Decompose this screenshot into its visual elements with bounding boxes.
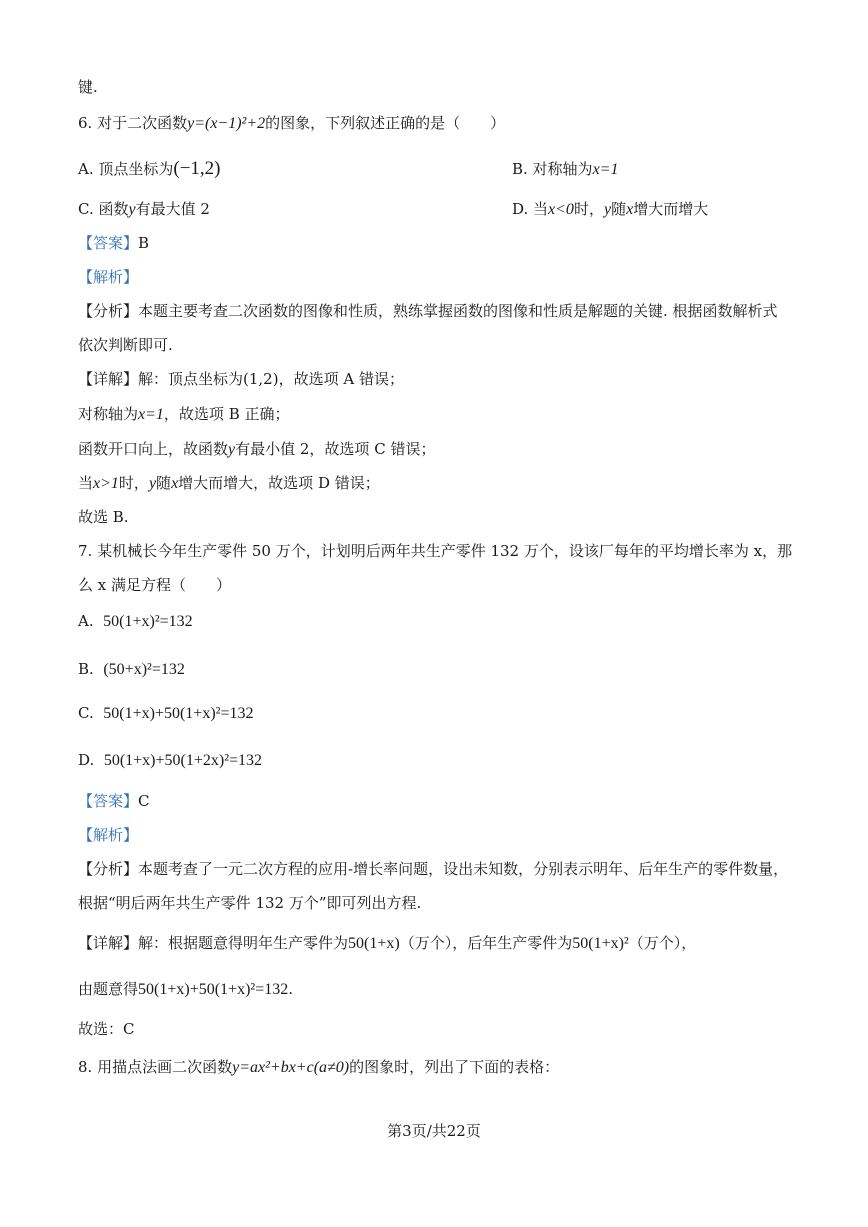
q6-suffix: 的图象，下列叙述正确的是（ ） bbox=[265, 114, 506, 132]
q6-fenxi-2: 依次判断即可. bbox=[78, 336, 173, 354]
q7-detail-2-a: 由题意得 bbox=[78, 980, 139, 998]
q6-option-d-var1: y bbox=[603, 201, 612, 218]
q6-option-b-label: B. 对称轴为 bbox=[512, 160, 593, 178]
q6-options-cd bbox=[78, 198, 808, 221]
q6-fenxi-text-1: 本题主要考查二次函数的图像和性质，熟练掌握函数的图像和性质是解题的关键. 根据函数解析式 bbox=[138, 302, 778, 320]
q7-option-d-math: 50(1+x)+50(1+2x)²=132 bbox=[103, 752, 263, 769]
jiexi-tag: 【解析】 bbox=[78, 268, 139, 286]
q6-option-d-mid2: 随 bbox=[611, 200, 627, 218]
q8-formula: y=ax²+bx+c(a≠0) bbox=[232, 1059, 350, 1076]
q6-detail-2-prefix: 对称轴为 bbox=[78, 405, 139, 423]
q7-detail-2-math: 50(1+x)+50(1+x)²=132 bbox=[138, 981, 289, 998]
q7-fenxi-2: 根据“明后两年共生产零件 132 万个”即可列出方程. bbox=[78, 894, 422, 912]
q6-option-a-label: A. 顶点坐标为 bbox=[78, 160, 174, 178]
q6-option-d-math: x<0 bbox=[548, 201, 574, 218]
q6-detail-2-suffix: ，故选项 B 正确； bbox=[163, 405, 290, 423]
q6-option-b bbox=[512, 158, 618, 181]
q7-detail-1-b: （万个），后年生产零件为 bbox=[399, 934, 573, 952]
q6-prefix: 6. 对于二次函数 bbox=[78, 114, 188, 132]
q6-answer-value: B bbox=[138, 234, 150, 252]
q6-formula: y=(x−1)²+2 bbox=[187, 115, 266, 132]
q7-detail-1-a: 解：根据题意得明年生产零件为 bbox=[138, 934, 349, 952]
q6-fenxi-1 bbox=[78, 300, 808, 322]
q7-detail-1-math-2: 50(1+x)² bbox=[572, 935, 629, 952]
q7-jiexi bbox=[78, 824, 808, 846]
q7-detail-3: 故选：C bbox=[78, 1020, 135, 1038]
q7-option-a bbox=[78, 610, 808, 633]
q6-option-d-var2: x bbox=[626, 201, 634, 218]
answer-tag: 【答案】 bbox=[78, 234, 139, 252]
q7-fenxi-text-1: 本题考查了一元二次方程的应用-增长率问题，设出未知数，分别表示明年、后年生产的零件数量， bbox=[138, 860, 789, 878]
q6-option-d bbox=[512, 198, 708, 221]
q6-answer bbox=[78, 232, 808, 254]
q6-option-a-math: (−1,2) bbox=[173, 158, 221, 179]
q7-detail-2-b: . bbox=[288, 980, 293, 998]
q7-fenxi-1 bbox=[78, 858, 808, 880]
q7-detail-2 bbox=[78, 978, 808, 1001]
q7-option-c-math: 50(1+x)+50(1+x)²=132 bbox=[103, 705, 254, 722]
q7-option-a-label: A. bbox=[78, 612, 94, 630]
q7-option-b-math: (50+x)²=132 bbox=[103, 661, 185, 678]
q6-option-c-suffix: 有最大值 2 bbox=[135, 200, 210, 218]
q6-detail-3 bbox=[78, 438, 808, 461]
q8-prefix: 8. 用描点法画二次函数 bbox=[78, 1058, 233, 1076]
q6-detail-4-suffix: 增大而增大，故选项 D 错误； bbox=[178, 474, 380, 492]
q7-option-b bbox=[78, 658, 808, 681]
q6-detail-4-prefix: 当 bbox=[78, 474, 94, 492]
jiexi-tag: 【解析】 bbox=[78, 826, 139, 844]
q6-option-c-var: y bbox=[128, 201, 136, 218]
page-footer: 第3页/共22页 bbox=[387, 1122, 481, 1140]
xiangjie-tag: 【详解】 bbox=[78, 934, 139, 952]
q6-options-ab bbox=[78, 158, 808, 180]
q7-detail-1-c: （万个）， bbox=[628, 934, 697, 952]
q7-option-a-math: 50(1+x)²=132 bbox=[103, 613, 193, 630]
line-continuation: 键. bbox=[78, 78, 98, 96]
q6-detail-2 bbox=[78, 403, 808, 426]
q6-option-b-math: x=1 bbox=[592, 161, 619, 178]
q7-detail-1-math-1: 50(1+x) bbox=[348, 935, 400, 952]
q7-option-b-label: B. bbox=[78, 660, 94, 678]
q8-stem bbox=[78, 1056, 808, 1079]
fenxi-tag: 【分析】 bbox=[78, 860, 139, 878]
q8-suffix: 的图象时，列出了下面的表格： bbox=[349, 1058, 560, 1076]
q6-detail-text-1: 解：顶点坐标为(1,2)，故选项 A 错误； bbox=[138, 370, 404, 388]
q6-option-d-suffix: 增大而增大 bbox=[633, 200, 709, 218]
q7-answer-value: C bbox=[138, 792, 150, 810]
q7-detail-1 bbox=[78, 932, 808, 955]
answer-tag: 【答案】 bbox=[78, 792, 139, 810]
q6-detail-4 bbox=[78, 472, 808, 495]
q6-jiexi bbox=[78, 266, 808, 288]
q6-detail-4-var2: x bbox=[171, 475, 179, 492]
q6-detail-4-var1: y bbox=[148, 475, 157, 492]
q6-stem bbox=[78, 112, 808, 135]
q7-answer bbox=[78, 790, 808, 812]
q6-option-c-label: C. 函数 bbox=[78, 200, 129, 218]
q6-detail-3-suffix: 有最小值 2，故选项 C 错误； bbox=[235, 440, 436, 458]
q7-stem-2: 么 x 满足方程（ ） bbox=[78, 576, 231, 594]
q6-detail-3-prefix: 函数开口向上，故函数 bbox=[78, 440, 229, 458]
q6-option-d-mid: 时， bbox=[573, 200, 604, 218]
q7-option-c-label: C. bbox=[78, 704, 94, 722]
q7-option-d bbox=[78, 749, 808, 772]
q6-option-d-label: D. 当 bbox=[512, 200, 549, 218]
q7-option-c bbox=[78, 702, 808, 725]
q6-detail-3-var: y bbox=[228, 441, 236, 458]
fenxi-tag: 【分析】 bbox=[78, 302, 139, 320]
q6-detail-2-math: x=1 bbox=[138, 406, 164, 423]
q6-detail-4-math: x>1 bbox=[93, 475, 119, 492]
q6-detail-1 bbox=[78, 368, 808, 390]
q7-stem-1: 7. 某机械长今年生产零件 50 万个，计划明后两年共生产零件 132 万个，设该厂每年的平均增长率为 x，那 bbox=[78, 542, 793, 560]
q6-detail-5: 故选 B. bbox=[78, 508, 129, 526]
q6-detail-4-mid: 时， bbox=[118, 474, 149, 492]
q7-option-d-label: D. bbox=[78, 751, 95, 769]
xiangjie-tag: 【详解】 bbox=[78, 370, 139, 388]
q6-detail-4-mid2: 随 bbox=[156, 474, 172, 492]
